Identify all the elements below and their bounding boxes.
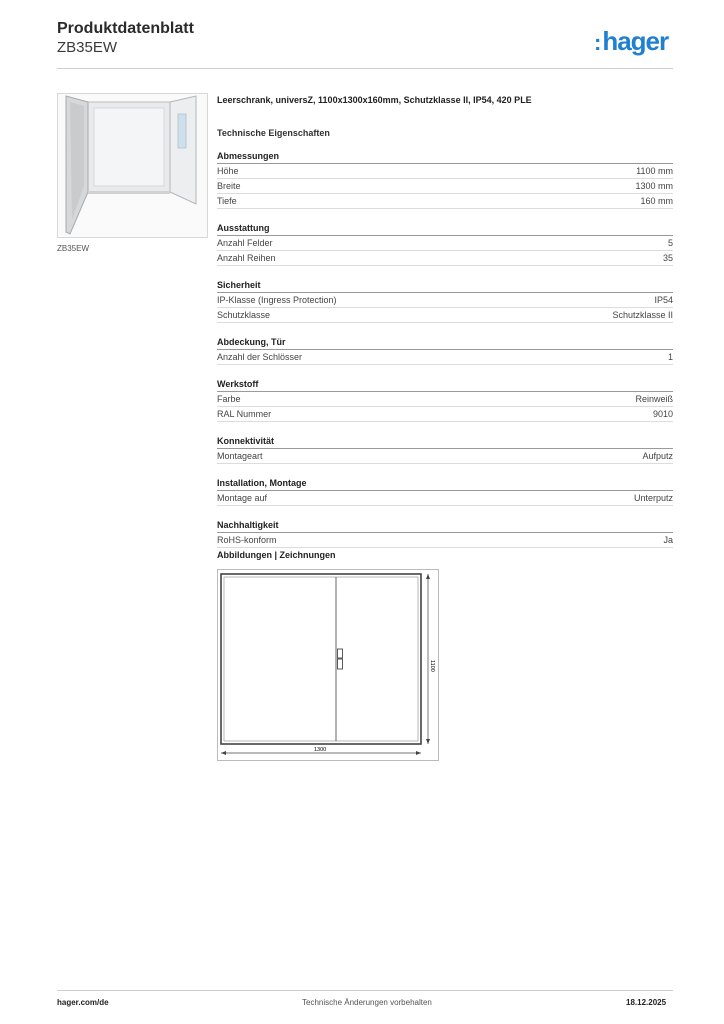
spec-label: RoHS-konform [217, 535, 277, 545]
spec-label: Anzahl der Schlösser [217, 352, 303, 362]
spec-row [217, 392, 673, 407]
spec-label: Breite [217, 181, 241, 191]
spec-row [217, 308, 673, 323]
spec-row [217, 194, 673, 209]
spec-value: Unterputz [633, 493, 673, 503]
spec-section [217, 336, 673, 365]
section-title: Werkstoff [217, 378, 673, 392]
spec-row [217, 293, 673, 308]
section-title: Installation, Montage [217, 477, 673, 491]
spec-label: Anzahl Felder [217, 238, 273, 248]
header-divider [57, 68, 673, 69]
spec-content [217, 95, 673, 561]
spec-row [217, 236, 673, 251]
spec-value: 9010 [652, 409, 673, 419]
footer-divider [57, 990, 673, 991]
spec-value: 5 [667, 238, 673, 248]
cabinet-front-drawing [218, 570, 438, 760]
footer-website-link[interactable]: hager.com/de [57, 998, 109, 1007]
spec-label: IP-Klasse (Ingress Protection) [217, 295, 337, 305]
spec-section [217, 279, 673, 323]
spec-value: IP54 [654, 295, 673, 305]
logo-text: hager [602, 26, 669, 56]
spec-row [217, 251, 673, 266]
drawings-heading: Abbildungen | Zeichnungen [217, 550, 336, 560]
height-label: 1100 [429, 660, 435, 672]
spec-value: Schutzklasse II [612, 310, 673, 320]
spec-value: 160 mm [640, 196, 673, 206]
section-title: Ausstattung [217, 222, 673, 236]
spec-label: Anzahl Reihen [217, 253, 276, 263]
lock-icon [338, 649, 343, 658]
spec-section [217, 519, 673, 548]
footer-disclaimer: Technische Änderungen vorbehalten [302, 998, 432, 1007]
section-title: Abmessungen [217, 150, 673, 164]
spec-row [217, 350, 673, 365]
section-title: Konnektivität [217, 435, 673, 449]
product-image [57, 93, 208, 238]
spec-value: 1 [667, 352, 673, 362]
spec-section [217, 477, 673, 506]
tech-properties-heading: Technische Eigenschaften [217, 128, 330, 138]
width-label: 1300 [314, 747, 327, 753]
technical-drawing [217, 569, 439, 761]
spec-label: Schutzklasse [217, 310, 271, 320]
spec-label: Tiefe [217, 196, 237, 206]
spec-section [217, 150, 673, 209]
spec-row [217, 449, 673, 464]
spec-value: Reinweiß [635, 394, 673, 404]
page-title: Produktdatenblatt [57, 20, 194, 37]
section-title: Nachhaltigkeit [217, 519, 673, 533]
spec-sections [217, 150, 673, 548]
spec-label: RAL Nummer [217, 409, 272, 419]
cabinet-illustration [58, 94, 207, 237]
spec-value: 35 [662, 253, 673, 263]
spec-section [217, 378, 673, 422]
spec-value: 1100 mm [636, 166, 673, 176]
spec-value: Aufputz [642, 451, 673, 461]
product-code: ZB35EW [57, 39, 118, 56]
spec-row [217, 164, 673, 179]
spec-row [217, 407, 673, 422]
hager-logo[interactable] [594, 26, 668, 57]
spec-section [217, 222, 673, 266]
section-title: Abdeckung, Tür [217, 336, 673, 350]
cabinet-outline [221, 574, 421, 744]
footer-date: 18.12.2025 [626, 998, 667, 1007]
spec-row [217, 179, 673, 194]
spec-label: Farbe [217, 394, 241, 404]
image-caption: ZB35EW [57, 244, 90, 253]
spec-value: Ja [663, 535, 673, 545]
logo-colon: : [594, 30, 602, 55]
section-title: Sicherheit [217, 279, 673, 293]
spec-label: Montage auf [217, 493, 268, 503]
spec-row [217, 533, 673, 548]
spec-section [217, 435, 673, 464]
spec-label: Montageart [217, 451, 263, 461]
spec-value: 1300 mm [635, 181, 673, 191]
product-description: Leerschrank, universZ, 1100x1300x160mm, Schutzklasse II, IP54, 420 PLE [217, 95, 532, 105]
spec-label: Höhe [217, 166, 239, 176]
spec-row [217, 491, 673, 506]
